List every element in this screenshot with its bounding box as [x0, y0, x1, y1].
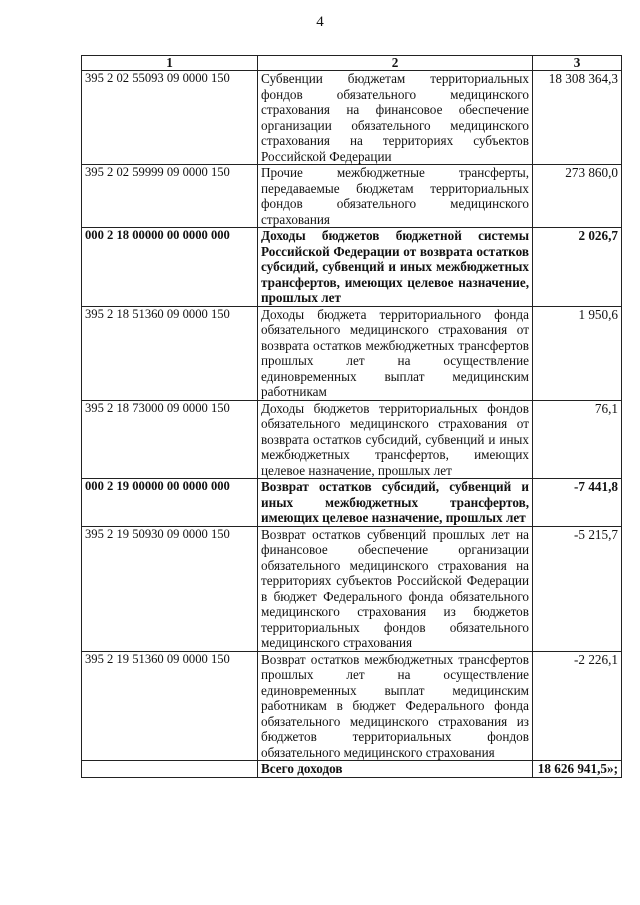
- column-header-amount: 3: [533, 56, 622, 71]
- description-cell: Доходы бюджетов бюджетной системы Российской Федерации от возврата остатков субсидий, субвенций и иных межбюджетных трансфертов, имеющих целевое назначение, прошлых лет: [258, 228, 533, 307]
- description-cell: Возврат остатков субсидий, субвенций и иных межбюджетных трансфертов, имеющих целевое назначение, прошлых лет: [258, 479, 533, 527]
- description-cell: Субвенции бюджетам территориальных фондов обязательного медицинского страхования на финансовое обеспечение организации обязательного медицинского страхования на территориях субъектов Российской Федерации: [258, 71, 533, 165]
- total-code-cell: [82, 761, 258, 778]
- amount-cell: 273 860,0: [533, 165, 622, 228]
- description-cell: Возврат остатков субвенций прошлых лет на финансовое обеспечение организации обязательного медицинского страхования на территориях субъектов Российской Федерации в бюджет Федерального фонда обязательного медицинского страхования из бюджетов территориальных фондов обязательного медицинского страхования: [258, 526, 533, 651]
- table-row: [82, 651, 622, 761]
- budget-code-cell: 395 2 19 50930 09 0000 150: [82, 526, 258, 651]
- amount-cell: 1 950,6: [533, 306, 622, 400]
- table-row: [82, 306, 622, 400]
- table-row: [82, 228, 622, 307]
- description-cell: Доходы бюджета территориального фонда обязательного медицинского страхования от возврата остатков межбюджетных трансфертов прошлых лет на осуществление единовременных выплат медицинским работникам: [258, 306, 533, 400]
- amount-cell: 76,1: [533, 400, 622, 479]
- table-row: [82, 526, 622, 651]
- amount-cell: -7 441,8: [533, 479, 622, 527]
- table-row: [82, 71, 622, 165]
- budget-code-cell: 395 2 18 51360 09 0000 150: [82, 306, 258, 400]
- budget-code-cell: 395 2 02 59999 09 0000 150: [82, 165, 258, 228]
- column-header-description: 2: [258, 56, 533, 71]
- budget-code-cell: 395 2 19 51360 09 0000 150: [82, 651, 258, 761]
- budget-code-cell: 000 2 19 00000 00 0000 000: [82, 479, 258, 527]
- total-label: Всего доходов: [258, 761, 533, 778]
- budget-code-cell: 395 2 18 73000 09 0000 150: [82, 400, 258, 479]
- table-body: [82, 71, 622, 778]
- amount-cell: -5 215,7: [533, 526, 622, 651]
- total-amount: 18 626 941,5»;: [533, 761, 622, 778]
- budget-code-cell: 395 2 02 55093 09 0000 150: [82, 71, 258, 165]
- revenue-table: [81, 55, 622, 778]
- amount-cell: 18 308 364,3: [533, 71, 622, 165]
- amount-cell: 2 026,7: [533, 228, 622, 307]
- table-header-row: [82, 56, 622, 71]
- column-header-code: 1: [82, 56, 258, 71]
- page-number: 4: [316, 14, 324, 30]
- amount-cell: -2 226,1: [533, 651, 622, 761]
- description-cell: Прочие межбюджетные трансферты, передаваемые бюджетам территориальных фондов обязательного медицинского страхования: [258, 165, 533, 228]
- total-row: [82, 761, 622, 778]
- table-row: [82, 479, 622, 527]
- table-row: [82, 165, 622, 228]
- description-cell: Возврат остатков межбюджетных трансфертов прошлых лет на осуществление единовременных выплат медицинским работникам в бюджет Федерального фонда обязательного медицинского страхования из бюджетов территориальных фондов обязательного медицинского страхования: [258, 651, 533, 761]
- table-row: [82, 400, 622, 479]
- description-cell: Доходы бюджетов территориальных фондов обязательного медицинского страхования от возврата остатков субсидий, субвенций и иных межбюджетных трансфертов, имеющих целевое назначение, прошлых лет: [258, 400, 533, 479]
- budget-code-cell: 000 2 18 00000 00 0000 000: [82, 228, 258, 307]
